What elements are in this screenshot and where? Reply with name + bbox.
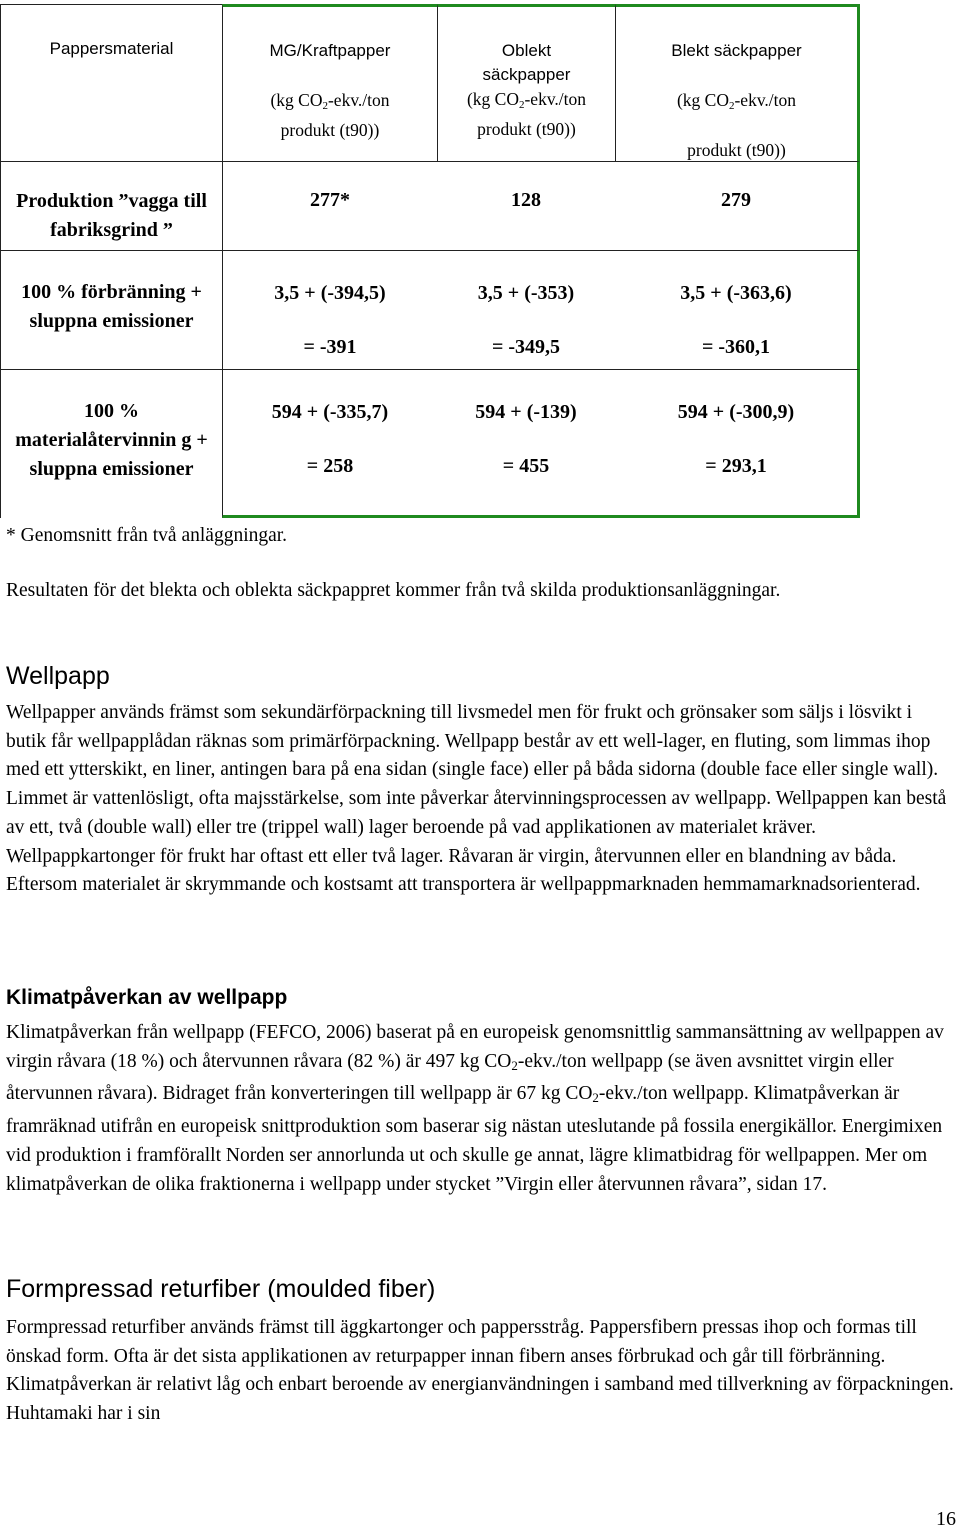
row3-col2-value — [437, 369, 615, 518]
row3-col3-result: = 293,1 — [705, 455, 767, 477]
header-col2-unit: (kg $CO_2-ekv$./ton — [466, 89, 587, 111]
row3-col2-expr: 594 + (-139) — [475, 401, 577, 423]
header-col1-unit: (kg $CO_2-ekv$./ton — [270, 90, 390, 112]
heading-klimatpaverkan: Klimatpåverkan av wellpapp — [6, 986, 288, 1009]
header-col-mg-kraft — [222, 4, 437, 161]
row3-col1-result: = 258 — [306, 455, 354, 477]
row2-col1-value — [222, 250, 437, 369]
row3-col1-value — [222, 369, 437, 518]
row1-col3-value: 279 — [615, 161, 860, 250]
row-label-produktion: Produktion ”vagga till fabriksgrind ” — [0, 161, 222, 250]
page-number: 16 — [936, 1508, 956, 1530]
row1-col1-value: 277* — [222, 161, 437, 250]
header-col3-title: Blekt säckpapper — [671, 41, 802, 60]
row-label-materialatervinning: 100 % materialåtervinnin g + sluppna emissioner — [0, 369, 222, 518]
row2-col3-value — [615, 250, 860, 369]
header-material: Pappersmaterial — [0, 4, 222, 161]
row2-col3-expr: 3,5 + (-363,6) — [680, 282, 792, 304]
row2-col2-result: = -349,5 — [491, 336, 561, 358]
intro-paragraph: Resultaten för det blekta och oblekta säckpappret kommer från två skilda produktionsanläggningar. — [6, 580, 781, 601]
row2-col1-result: = -391 — [303, 336, 357, 358]
row3-col3-expr: 594 + (-300,9) — [677, 401, 795, 423]
row1-col2-value: 128 — [437, 161, 615, 250]
row3-col1-expr: 594 + (-335,7) — [271, 401, 389, 423]
emissions-table — [0, 0, 860, 518]
row-label-forbranning: 100 % förbränning + sluppna emissioner — [0, 250, 222, 369]
formpressad-paragraph: Formpressad returfiber används främst till äggkartonger och pappersstråg. Pappersfibern pressas ihop och formas till önskad form. Ofta är det sista applikationen av returpapper innan fibern anses förbrukad och går till förbränning. Klimatpåverkan är relativt låg och enbart beroende av energianvändningen i samband med tillverkning av förpackningen. Huhtamaki har i sin — [6, 1317, 954, 1425]
header-col-oblekt — [437, 4, 615, 161]
row2-col1-expr: 3,5 + (-394,5) — [274, 282, 386, 304]
table-footnote: * Genomsnitt från två anläggningar. — [6, 525, 288, 546]
header-col3-unit: (kg $CO_2-ekv$./ton — [676, 90, 797, 112]
header-col1-title: MG/Kraftpapper — [269, 41, 391, 60]
heading-formpressad: Formpressad returfiber (moulded fiber) — [6, 1275, 436, 1303]
row2-col2-value — [437, 250, 615, 369]
wellpapp-paragraph: Wellpapper används främst som sekundärförpackning till livsmedel men för frukt och grönsaker som säljs i lösvikt i butik får wellpapplådan räknas som primärförpackning. Wellpapp består av ett well-lager, en fluting, som limmas ihop med ett ytterskikt, en liner, antingen bara på ena sidan (single face) eller på båda sidorna (double face eller single wall). Limmet är vattenlösligt, ofta majsstärkelse, som inte påverkar återvinningsprocessen av wellpapp. Wellpappen kan bestå av ett, två (double wall) eller tre (trippel wall) lager beroende på vad applikationen av materialet kräver. Wellpappkartonger för frukt har oftast ett eller två lager. Råvaran är virgin, återvunnen eller en blandning av båda. Eftersom materialet är skrymmande och kostsamt att transportera är wellpappmarknaden hemmamarknadsorienterad. — [6, 702, 947, 896]
row3-col2-result: = 455 — [502, 455, 550, 477]
header-col2-unit-line2: produkt (t90)) — [477, 119, 576, 139]
klimat-paragraph: Klimatpåverkan från wellpapp (FEFCO, 2006) baserat på en europeisk genomsnittlig sammansättning av wellpappen av virgin råvara (18 %) och återvunnen råvara (82 %) är 497 kg $CO_2-ekv$./ton wellpapp (se även avsnittet virgin eller återvunnen råvara). Bidraget från konverteringen till wellpapp är 67 kg $CO_2-ekv$./ton wellpapp. Klimatpåverkan är framräknad utifrån en europeisk snittproduktion som baserar sig nästan uteslutande på fossila energikällor. Energimixen vid produktion i framförallt Norden ser annorlunda ut och skulle ge annat, lägre klimatbidrag för wellpappen. Mer om klimatpåverkan de olika fraktionerna i wellpapp under stycket ”Virgin eller återvunnen råvara”, sidan 17. — [6, 1022, 944, 1195]
row3-col3-value — [615, 369, 860, 518]
row2-col3-result: = -360,1 — [701, 336, 771, 358]
header-col2-title: Oblekt säckpapper — [482, 41, 571, 84]
header-col3-unit-line2: produkt (t90)) — [687, 140, 786, 160]
header-col-blekt — [615, 4, 860, 161]
header-col1-unit-line2: produkt (t90)) — [280, 120, 380, 140]
row2-col2-expr: 3,5 + (-353) — [477, 282, 575, 304]
heading-wellpapp: Wellpapp — [6, 662, 110, 690]
